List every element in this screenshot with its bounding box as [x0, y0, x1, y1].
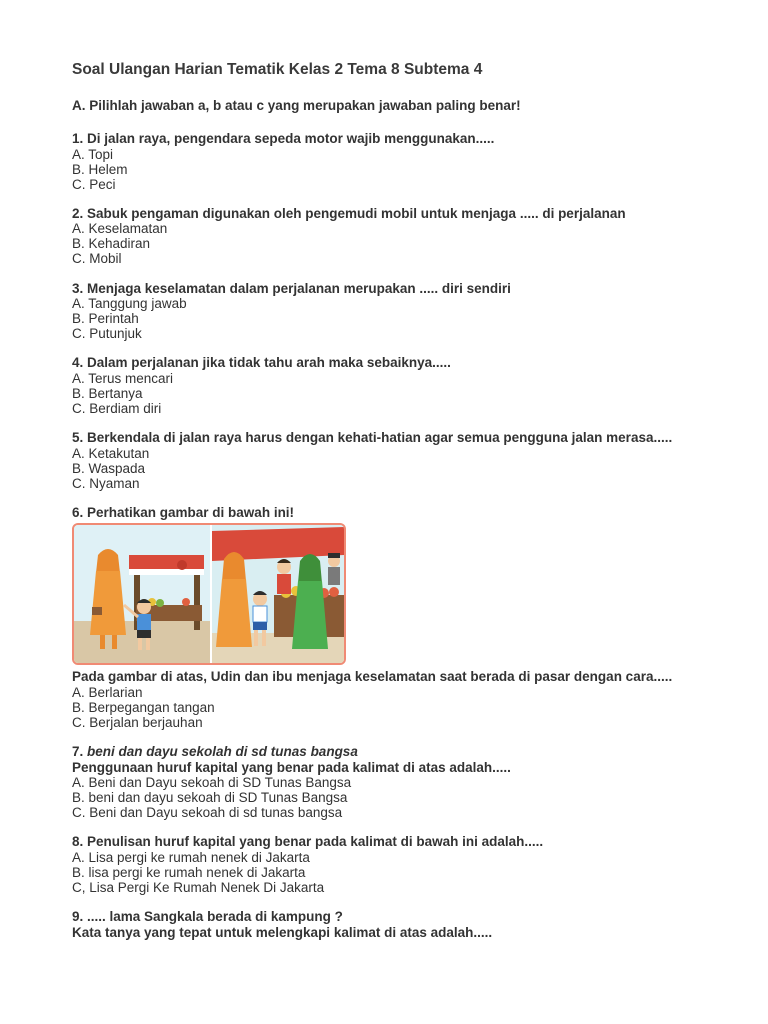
option-c: C. Berdiam diri: [72, 401, 162, 417]
question-4: [72, 355, 712, 416]
question-text: Pada gambar di atas, Udin dan ibu menjaga keselamatan saat berada di pasar dengan cara.....: [72, 669, 673, 685]
option-c: C. Mobil: [72, 251, 122, 267]
question-7: [72, 744, 712, 820]
question-stem: 5. Berkendala di jalan raya harus dengan kehati-hatian agar semua pengguna jalan merasa.....: [72, 430, 673, 446]
question-2: [72, 206, 712, 267]
instruction-text: A. Pilihlah jawaban a, b atau c yang merupakan jawaban paling benar!: [72, 98, 521, 113]
option-c: C. Beni dan Dayu sekoah di sd tunas bangsa: [72, 805, 343, 821]
question-text: Penggunaan huruf kapital yang benar pada kalimat di atas adalah.....: [72, 759, 511, 775]
option-a: A. Topi: [72, 146, 114, 162]
question-number: 7.: [72, 744, 88, 760]
option-c: C, Lisa Pergi Ke Rumah Nenek Di Jakarta: [72, 880, 325, 896]
question-stem: 1. Di jalan raya, pengendara sepeda motor wajib menggunakan.....: [72, 131, 495, 146]
option-a: A. Terus mencari: [72, 370, 174, 386]
question-5: [72, 430, 712, 491]
question-stem: 3. Menjaga keselamatan dalam perjalanan merupakan ..... diri sendiri: [72, 280, 511, 296]
question-1: [72, 131, 712, 192]
question-stem: 4. Dalam perjalanan jika tidak tahu arah maka sebaiknya.....: [72, 355, 451, 371]
option-b: B. Berpegangan tangan: [72, 700, 215, 715]
question-9: [72, 909, 712, 940]
question-3: [72, 281, 712, 342]
question-6: [72, 505, 712, 730]
option-b: B. Perintah: [72, 311, 139, 327]
question-stem: 9. ..... lama Sangkala berada di kampung ?: [72, 909, 343, 925]
option-c: C. Putunjuk: [72, 326, 142, 342]
option-c: C. Berjalan berjauhan: [72, 715, 203, 731]
question-text: Kata tanya yang tepat untuk melengkapi kalimat di atas adalah.....: [72, 924, 493, 940]
option-a: A. Beni dan Dayu sekoah di SD Tunas Bangsa: [72, 775, 352, 791]
option-b: B. lisa pergi ke rumah nenek di Jakarta: [72, 865, 306, 881]
option-b: B. Waspada: [72, 460, 146, 476]
question-stem: 8. Penulisan huruf kapital yang benar pada kalimat di bawah ini adalah.....: [72, 834, 544, 850]
option-b: B. beni dan dayu sekoah di SD Tunas Bangsa: [72, 790, 348, 806]
option-c: C. Peci: [72, 176, 116, 192]
question-stem: 2. Sabuk pengaman digunakan oleh pengemudi mobil untuk menjaga ..... di perjalanan: [72, 205, 626, 221]
option-b: B. Kehadiran: [72, 236, 151, 252]
option-c: C. Nyaman: [72, 475, 140, 491]
market-illustration: [72, 523, 346, 665]
option-a: A. Berlarian: [72, 684, 143, 700]
question-8: [72, 834, 712, 895]
option-a: A. Tanggung jawab: [72, 296, 187, 312]
question-stem: [72, 744, 712, 760]
market-scene-image: [74, 525, 344, 663]
worksheet: [72, 60, 712, 954]
option-a: A. Keselamatan: [72, 221, 168, 237]
option-b: B. Helem: [72, 161, 128, 177]
question-stem: 6. Perhatikan gambar di bawah ini!: [72, 504, 295, 520]
option-b: B. Bertanya: [72, 385, 143, 401]
option-a: A. Ketakutan: [72, 445, 150, 461]
page-title: Soal Ulangan Harian Tematik Kelas 2 Tema 8 Subtema 4: [72, 61, 483, 78]
option-a: A. Lisa pergi ke rumah nenek di Jakarta: [72, 849, 310, 865]
question-sentence: beni dan dayu sekolah di sd tunas bangsa: [87, 744, 358, 760]
